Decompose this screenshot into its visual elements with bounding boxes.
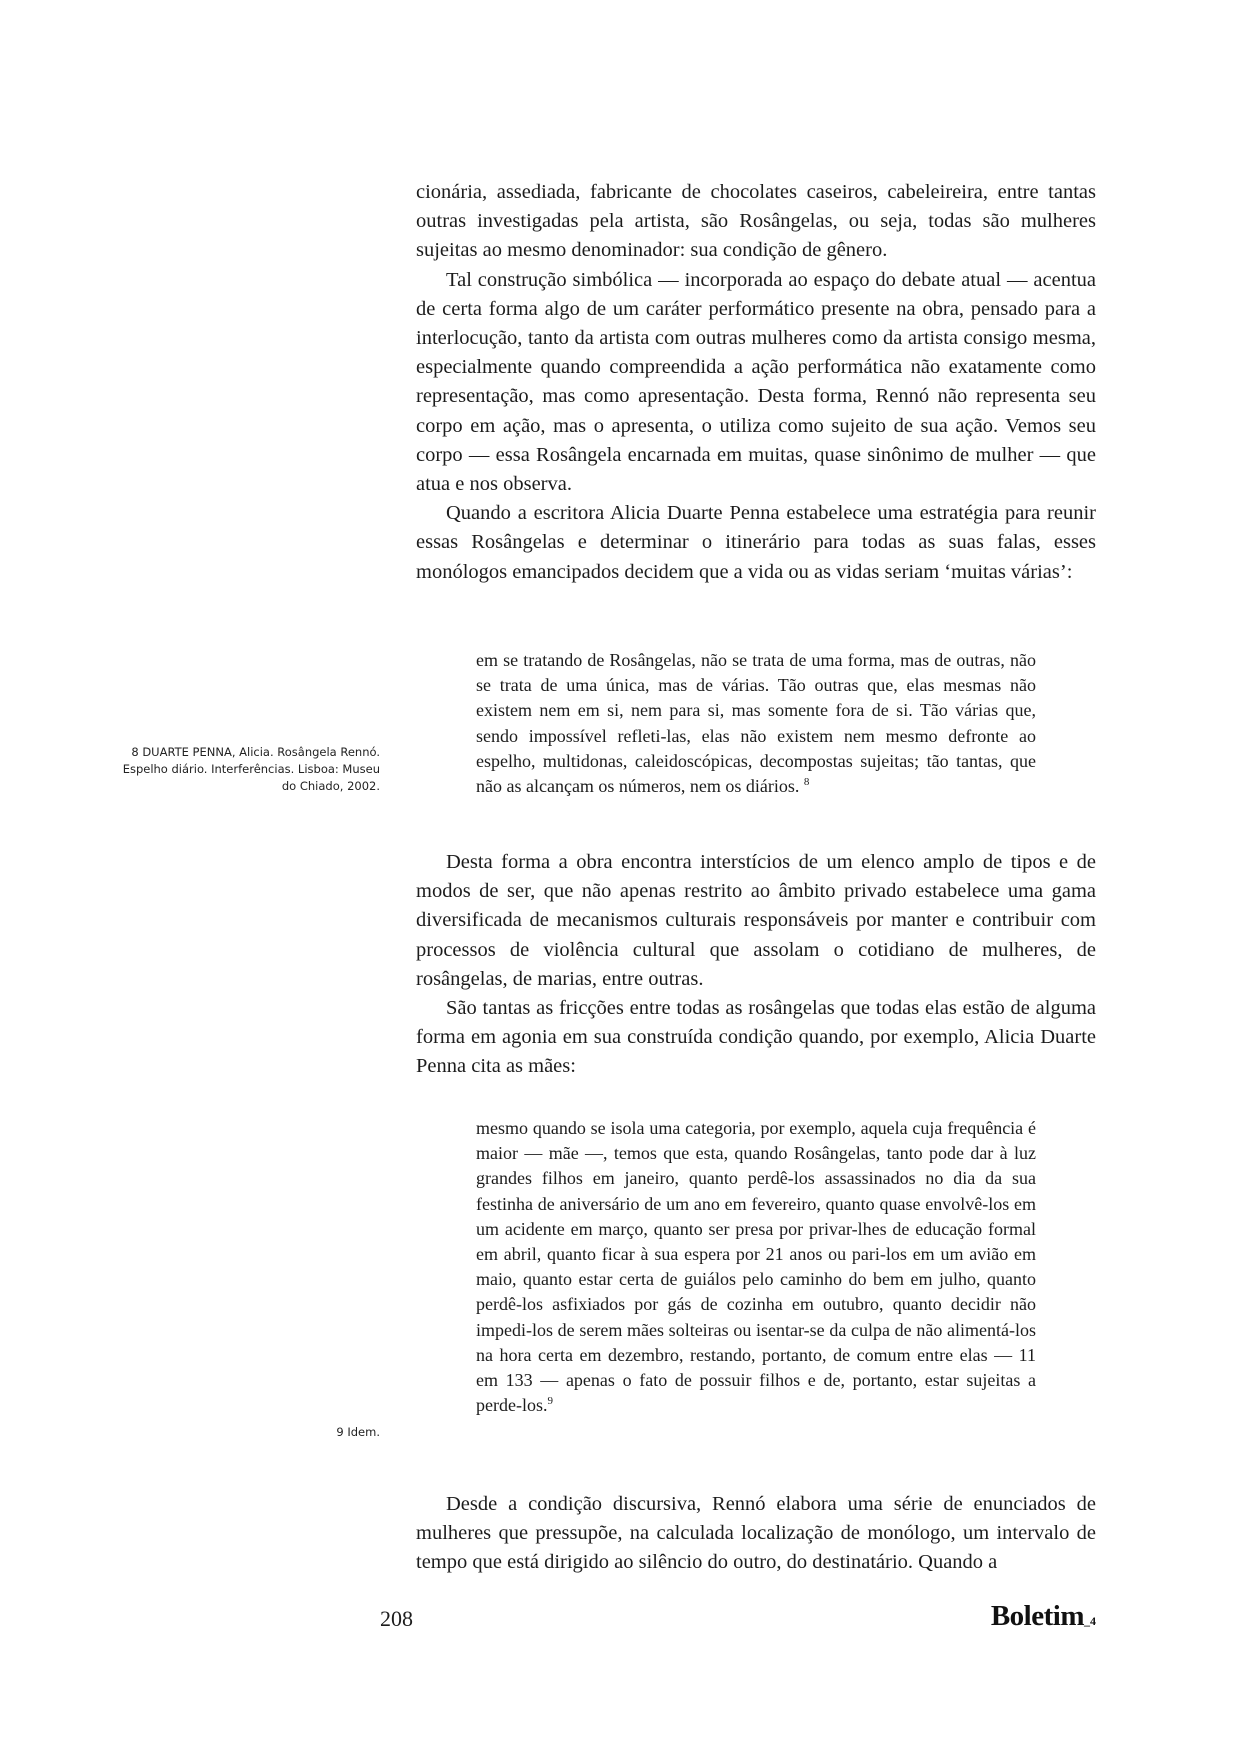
- quote-text: mesmo quando se isola uma categoria, por exemplo, aquela cuja frequência é maior — mãe —, temos que esta, quando Rosângelas, tanto pode dar à luz grandes filhos em janeiro, quanto perdê-los assassinados no dia da sua festinha de aniversário de um ano em fevereiro, quanto quase envolvê-los em um acidente em março, quanto ser presa por privar-lhes de educação formal em abril, quanto ficar à sua espera por 21 anos ou pari-los em um avião em maio, quanto estar certa de guiálos pelo caminho do bem em julho, quanto perdê-los asfixiados por gás de cozinha em outubro, quanto decidir não impedi-los de serem mães solteiras ou isentar-se da culpa de não alimentá-los na hora certa em dezembro, restando, portanto, de comum entre elas — 11 em 133 — apenas o fato de possuir filhos e de, portanto, estar sujeitas a perde-los.: [476, 1118, 1036, 1416]
- quote-paragraph: [476, 648, 1036, 799]
- paragraph: cionária, assediada, fabricante de chocolates caseiros, cabeleireira, entre tantas outras investigadas pela artista, são Rosângelas, ou seja, todas são mulheres sujeitas ao mesmo denominador: sua condição de gênero.: [416, 181, 1096, 262]
- footnote-8: [120, 744, 380, 795]
- journal-name: Boletim: [990, 1600, 1084, 1632]
- footnote-line: do Chiado, 2002.: [281, 779, 380, 793]
- body-text-top: [416, 178, 1096, 587]
- body-text-middle: [416, 848, 1096, 1082]
- paragraph: Quando a escritora Alicia Duarte Penna estabelece uma estratégia para reunir essas Rosângelas e determinar o itinerário para todas as suas falas, esses monólogos emancipados decidem que a vida ou as vidas seriam ‘muitas várias’:: [416, 502, 1096, 583]
- footnote-line: 9 Idem.: [336, 1425, 380, 1439]
- page-number: 208: [380, 1606, 413, 1631]
- block-quote-1: [476, 648, 1036, 799]
- paragraph: São tantas as fricções entre todas as rosângelas que todas elas estão de alguma forma em agonia em sua construída condição quando, por exemplo, Alicia Duarte Penna cita as mães:: [416, 997, 1096, 1078]
- footnote-9: [120, 1424, 380, 1441]
- block-quote-2: [476, 1116, 1036, 1418]
- paragraph: Tal construção simbólica — incorporada ao espaço do debate atual — acentua de certa forma algo de um caráter performático presente na obra, pensado para a interlocução, tanto da artista com outras mulheres como da artista consigo mesma, especialmente quando compreendida a ação performática não exatamente como representação, mas como apresentação. Desta forma, Rennó não representa seu corpo em ação, mas o apresenta, o utiliza como sujeito de sua ação. Vemos seu corpo — essa Rosângela encarnada em muitas, quase sinônimo de mulher — que atua e nos observa.: [416, 268, 1096, 496]
- paragraph: Desta forma a obra encontra interstícios de um elenco amplo de tipos e de modos de ser, que não apenas restrito ao âmbito privado estabelece uma gama diversificada de mecanismos culturais responsáveis por manter e contribuir com processos de violência cultural que assolam o cotidiano de mulheres, de rosângelas, de marias, entre outras.: [416, 851, 1096, 990]
- paragraph: Desde a condição discursiva, Rennó elabora uma série de enunciados de mulheres que pressupõe, na calculada localização de monólogo, um intervalo de tempo que está dirigido ao silêncio do outro, do destinatário. Quando a: [416, 1493, 1096, 1574]
- quote-paragraph: [476, 1116, 1036, 1418]
- footnote-ref: 9: [547, 1395, 553, 1408]
- quote-text: em se tratando de Rosângelas, não se trata de uma forma, mas de outras, não se trata de uma única, mas de várias. Tão outras que, elas mesmas não existem nem em si, nem para si, mas somente fora de si. Tão várias que, sendo impossível refleti-las, elas não existem nem mesmo defronte ao espelho, multidonas, caleidoscópicas, decompostas sujeitas; tão tantas, que não as alcançam os números, nem os diários.: [476, 650, 1036, 797]
- body-text-bottom: [416, 1490, 1096, 1578]
- footnote-line: 8 DUARTE PENNA, Alicia. Rosângela Rennó.: [131, 745, 380, 759]
- footnote-line: Espelho diário. Interferências. Lisboa: Museu: [122, 762, 380, 776]
- journal-issue: _4: [1084, 1614, 1096, 1628]
- footnote-ref: 8: [803, 776, 810, 789]
- journal-logo: [991, 1600, 1096, 1633]
